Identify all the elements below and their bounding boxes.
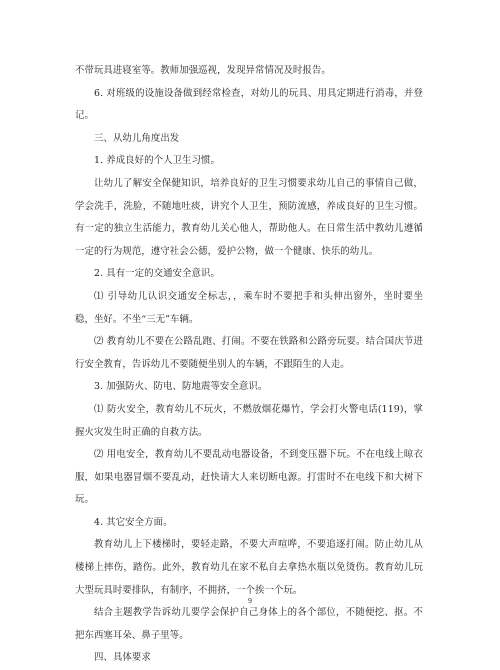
paragraph-2: 6. 对班级的设施设备做到经常检查，对幼儿的玩具、用具定期进行消毒，并登记。 bbox=[75, 87, 423, 122]
paragraph-14: 结合主题教学告诉幼儿要学会保护自己身体上的各个部位，不随便挖、抠。不把东西塞耳朵、鼻子里等。 bbox=[75, 607, 423, 641]
paragraph-5: 让幼儿了解安全保健知识，培养良好的卫生习惯要求幼儿自己的事情自己做，学会洗手，洗脸，不随地吐痰，讲究个人卫生，预防流感，养成良好的卫生习惯。有一定的独立生活能力，教育幼儿关心他人，帮助他人。在日常生活中教幼儿遵循一定的行为规范，遵守社会公德，爱护公物，做一个健康、快乐的幼儿。 bbox=[75, 177, 423, 257]
section-heading-3: 三、从幼儿角度出发 bbox=[94, 132, 180, 144]
paragraph-7: ⑴ 引导幼儿认识交通安全标志，，乘车时不要把手和头伸出窗外，坐时要坐稳，坐好。不坐“三无”车辆。 bbox=[75, 290, 423, 325]
document-body bbox=[75, 60, 423, 670]
subheading-4: 4. 其它安全方面。 bbox=[94, 516, 173, 528]
subheading-1: 1. 养成良好的个人卫生习惯。 bbox=[94, 155, 220, 167]
paragraph-8: ⑵ 教育幼儿不要在公路乱跑、打闹。不要在铁路和公路旁玩耍。结合国庆节进行安全教育，告诉幼儿不要随便坐别人的车辆，不跟陌生的人走。 bbox=[75, 336, 423, 370]
subheading-3: 3. 加强防火、防电、防地震等安全意识。 bbox=[94, 381, 268, 393]
section-heading-4: 四、具体要求 bbox=[94, 652, 151, 664]
paragraph-13: 教育幼儿上下楼梯时，要轻走路，不要大声喧哗，不要追逐打闹。防止幼儿从楼梯上摔伤，踏伤。此外，教育幼儿在家不私自去拿热水瓶以免烫伤。教育幼儿玩大型玩具时要排队，有制序，不拥挤，一个挨一个玩。 bbox=[75, 539, 423, 596]
paragraph-1: 不带玩具进寝室等。教师加强巡视，发现异常情况及时报告。 bbox=[75, 65, 331, 76]
paragraph-11: ⑵ 用电安全，教育幼儿不要乱动电器设备，不到变压器下玩。不在电线上晾衣服，如果电器冒烟不要乱动，赶快请大人来切断电源。打雷时不在电线下和大树下玩。 bbox=[75, 449, 423, 506]
page-number: 9 bbox=[247, 597, 253, 605]
subheading-2: 2. 具有一定的交通安全意识。 bbox=[94, 268, 220, 280]
paragraph-10: ⑴ 防火安全，教育幼儿不玩火，不燃放烟花爆竹，学会打火警电话(119)，掌握火灾发生时正确的自救方法。 bbox=[75, 403, 423, 438]
